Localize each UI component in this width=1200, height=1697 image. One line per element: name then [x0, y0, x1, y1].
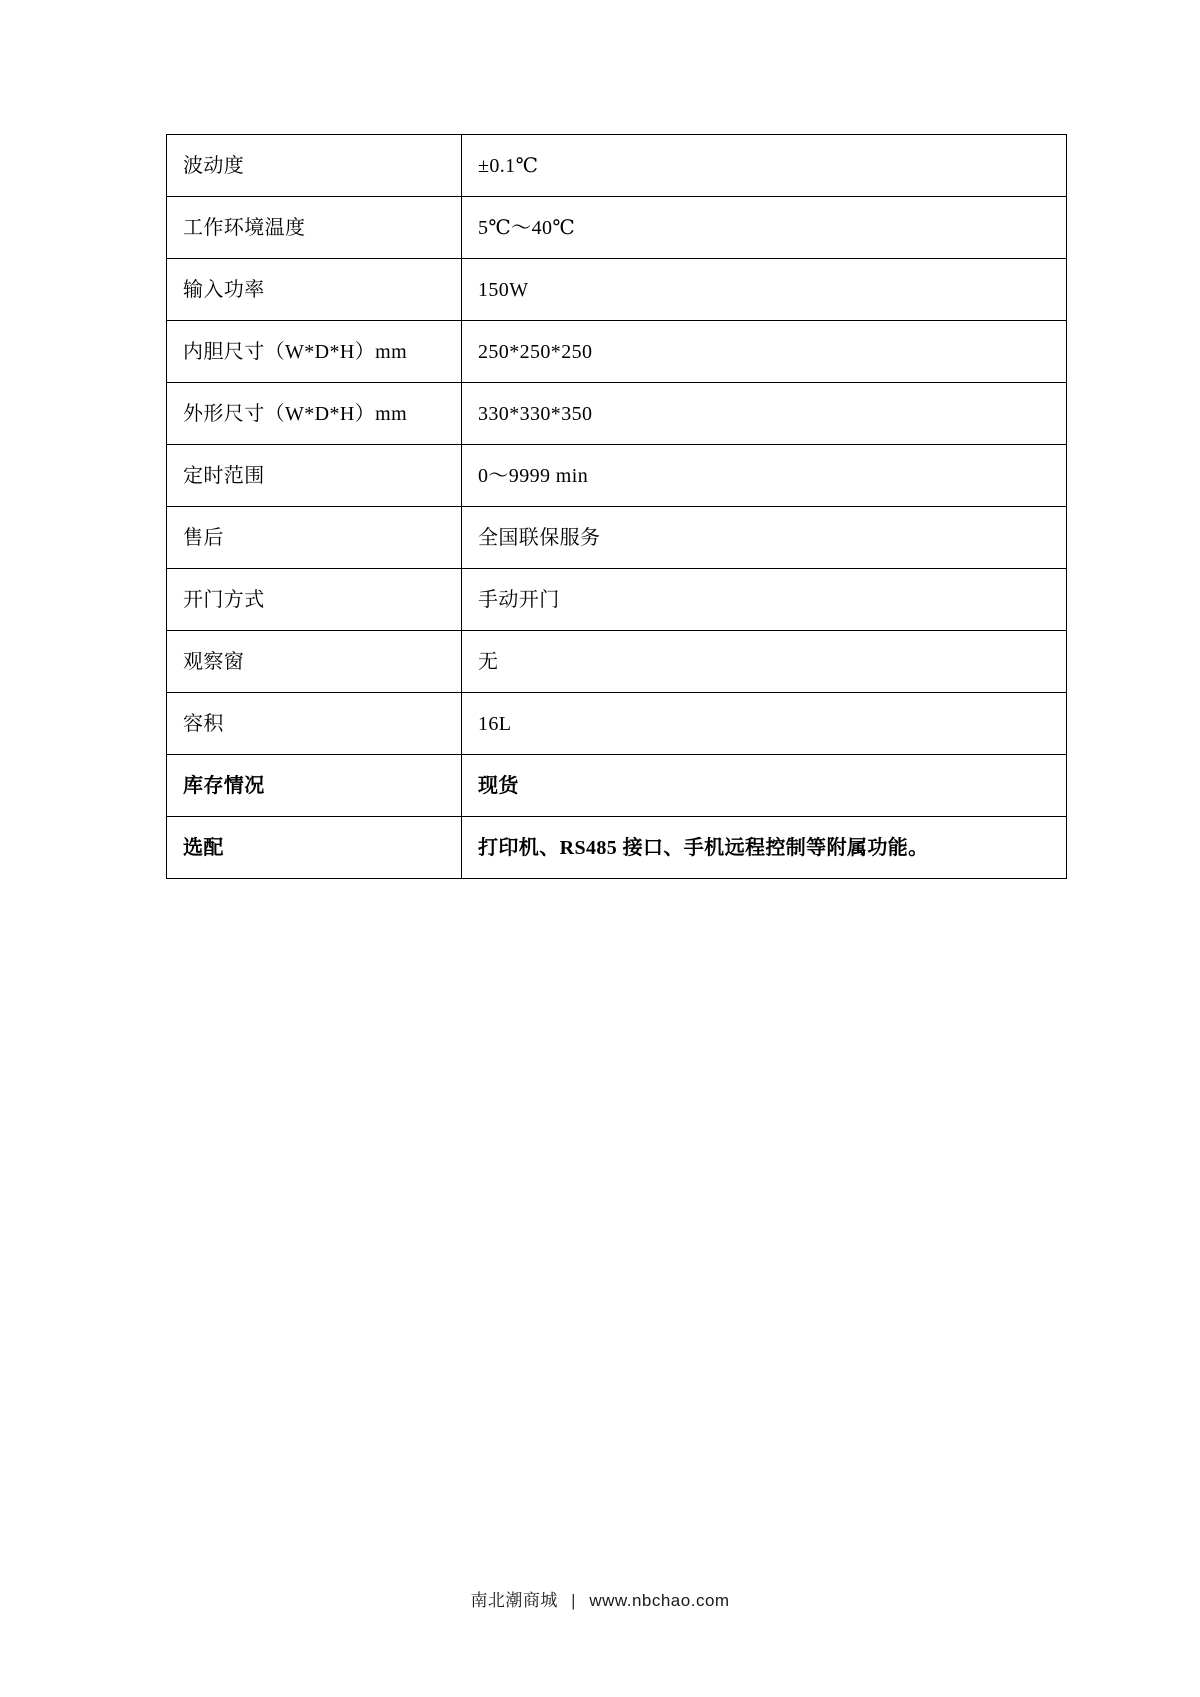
- spec-value: 全国联保服务: [462, 507, 1067, 569]
- spec-value: 16L: [462, 693, 1067, 755]
- table-row: [167, 135, 1067, 197]
- spec-label: 工作环境温度: [167, 197, 462, 259]
- footer-site-name: 南北潮商城: [470, 1591, 558, 1610]
- table-row: [167, 631, 1067, 693]
- spec-value: 手动开门: [462, 569, 1067, 631]
- table-row: [167, 321, 1067, 383]
- spec-value: 330*330*350: [462, 383, 1067, 445]
- spec-label: 选配: [167, 817, 462, 879]
- spec-label: 波动度: [167, 135, 462, 197]
- footer-separator: |: [571, 1591, 577, 1610]
- specification-table-container: [166, 134, 1034, 879]
- spec-label: 定时范围: [167, 445, 462, 507]
- table-row: [167, 569, 1067, 631]
- spec-value: 250*250*250: [462, 321, 1067, 383]
- spec-label: 售后: [167, 507, 462, 569]
- spec-value: 无: [462, 631, 1067, 693]
- spec-value: 0～9999 min: [462, 445, 1067, 507]
- table-row: [167, 383, 1067, 445]
- spec-label: 输入功率: [167, 259, 462, 321]
- table-row: [167, 259, 1067, 321]
- table-row: [167, 197, 1067, 259]
- spec-value: ±0.1℃: [462, 135, 1067, 197]
- table-row: [167, 817, 1067, 879]
- specification-table: [166, 134, 1067, 879]
- table-row: [167, 755, 1067, 817]
- specification-table-body: [167, 135, 1067, 879]
- spec-value: 150W: [462, 259, 1067, 321]
- spec-label: 内胆尺寸（W*D*H）mm: [167, 321, 462, 383]
- spec-value: 5℃～40℃: [462, 197, 1067, 259]
- spec-value: 现货: [462, 755, 1067, 817]
- footer-url: www.nbchao.com: [589, 1591, 730, 1610]
- spec-label: 开门方式: [167, 569, 462, 631]
- spec-label: 观察窗: [167, 631, 462, 693]
- spec-label: 容积: [167, 693, 462, 755]
- table-row: [167, 507, 1067, 569]
- spec-label: 库存情况: [167, 755, 462, 817]
- page-footer: [0, 1586, 1200, 1611]
- table-row: [167, 445, 1067, 507]
- spec-label: 外形尺寸（W*D*H）mm: [167, 383, 462, 445]
- spec-value: 打印机、RS485 接口、手机远程控制等附属功能。: [462, 817, 1067, 879]
- table-row: [167, 693, 1067, 755]
